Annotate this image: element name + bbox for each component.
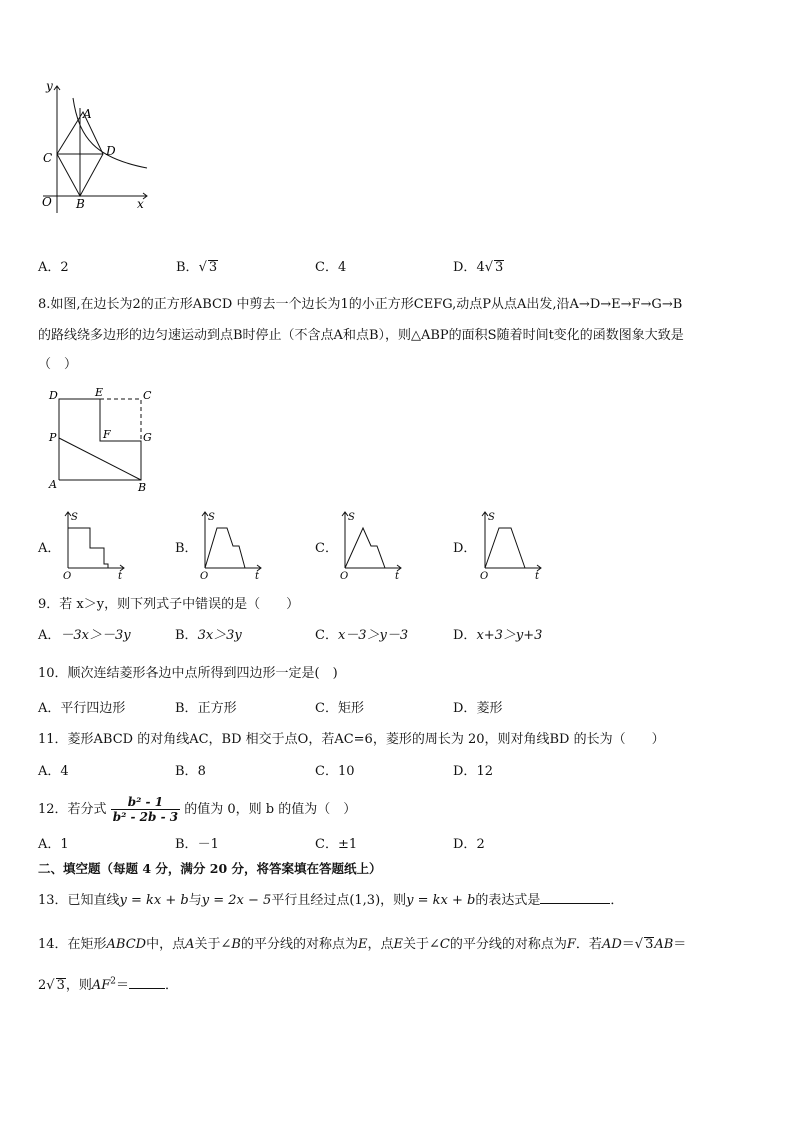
- q8-option-d-label[interactable]: D．: [453, 541, 477, 556]
- q8-option-d-graph[interactable]: [475, 506, 545, 584]
- q12-option-b[interactable]: B．－1: [175, 837, 219, 852]
- fraction-numerator: b² - 1: [111, 795, 180, 810]
- q8-option-c-graph[interactable]: [335, 506, 405, 584]
- t-axis-label: t: [255, 571, 260, 582]
- fraction-denominator: b² - 2b - 3: [112, 810, 179, 824]
- fraction: [111, 795, 180, 824]
- q13-stem: 13．已知直线y = kx + b与y = 2x − 5平行且经过点(1,3)，则y = kx + b的表达式是 ．: [38, 893, 624, 908]
- q14-line1: 14．在矩形ABCD中，点A关于∠B的平分线的对称点为E，点E关于∠C的平分线的对称点为F．若AD＝√ 3AB＝: [38, 937, 687, 952]
- q7-option-d[interactable]: D．4√ 3: [453, 260, 504, 275]
- q7-option-c[interactable]: C．4: [315, 260, 347, 275]
- origin-label: O: [340, 571, 349, 582]
- q8-line1: 8.如图,在边长为2的正方形ABCD 中剪去一个边长为1的小正方形CEFG,动点P从点A出发,沿A→D→E→F→G→B: [38, 297, 683, 312]
- t-axis-label: t: [118, 571, 123, 582]
- answer-blank[interactable]: [540, 903, 610, 904]
- q11-option-c[interactable]: C．10: [315, 764, 355, 779]
- q10-option-b[interactable]: B．正方形: [175, 701, 237, 716]
- fig8-a-label: A: [49, 478, 57, 491]
- s-axis-label: S: [71, 512, 78, 523]
- t-axis-label: t: [535, 571, 540, 582]
- q9-option-c[interactable]: C．x－3＞y－3: [315, 628, 409, 643]
- q10-stem: 10．顺次连结菱形各边中点所得到四边形一定是( ): [38, 666, 338, 681]
- answer-blank[interactable]: [129, 988, 165, 989]
- q12-stem: 12．若分式 $\frac{\text{b² - 1}}{\text{b² - 2b - 3}}$ 的值为 0，则 b 的值为（ ）: [38, 795, 357, 824]
- q9-stem: 9．若 x＞y，则下列式子中错误的是（ ）: [38, 597, 300, 612]
- q7-option-b[interactable]: B．√ 3: [176, 260, 218, 275]
- t-axis-label: t: [395, 571, 400, 582]
- q8-option-b-graph[interactable]: [195, 506, 265, 584]
- origin-label: O: [200, 571, 209, 582]
- origin-label: O: [42, 195, 52, 209]
- q8-line2: 的路线绕多边形的边匀速运动到点B时停止（不含点A和点B），则△ABP的面积S随着时间t变化的函数图象大致是: [38, 328, 684, 343]
- q14-line2: 2√ 3，则$AF^2=$ ．: [38, 976, 179, 993]
- point-b-label: B: [76, 197, 85, 211]
- q8-option-a-graph[interactable]: [58, 506, 128, 584]
- fig8-c-label: C: [143, 389, 152, 402]
- origin-label: O: [480, 571, 489, 582]
- q11-option-b[interactable]: B．8: [175, 764, 206, 779]
- s-axis-label: S: [488, 512, 495, 523]
- fig8-e-label: E: [95, 386, 104, 399]
- q11-option-d[interactable]: D．12: [453, 764, 493, 779]
- point-d-label: D: [106, 144, 116, 158]
- q8-figure: [45, 385, 160, 495]
- point-a-label: A: [83, 107, 92, 121]
- fig8-f-label: F: [103, 428, 111, 441]
- s-axis-label: S: [208, 512, 215, 523]
- q12-option-a[interactable]: A．1: [38, 837, 69, 852]
- s-axis-label: S: [348, 512, 355, 523]
- point-c-label: C: [43, 151, 53, 165]
- q8-option-c-label[interactable]: C．: [315, 541, 338, 556]
- q9-option-d[interactable]: D．x+3＞y+3: [453, 628, 543, 643]
- fig8-d-label: D: [49, 389, 58, 402]
- fig8-p-label: P: [49, 431, 57, 444]
- origin-label: O: [63, 571, 72, 582]
- q11-option-a[interactable]: A．4: [38, 764, 69, 779]
- q8-option-b-label[interactable]: B．: [175, 541, 198, 556]
- section-title: 二、填空题（每题 4 分，满分 20 分，将答案填在答题纸上）: [38, 861, 382, 876]
- q10-option-c[interactable]: C．矩形: [315, 701, 364, 716]
- q12-option-d[interactable]: D．2: [453, 837, 485, 852]
- q10-option-d[interactable]: D．菱形: [453, 701, 503, 716]
- axis-y-label: y: [46, 79, 53, 93]
- q10-option-a[interactable]: A．平行四边形: [38, 701, 126, 716]
- fig8-g-label: G: [143, 431, 152, 444]
- q8-line3: （ ）: [38, 357, 78, 372]
- q11-stem: 11．菱形ABCD 的对角线AC，BD 相交于点O，若AC=6，菱形的周长为 20，则对角线BD 的长为（ ）: [38, 732, 665, 747]
- q7-figure: [35, 78, 155, 218]
- q7-option-a[interactable]: A．2: [38, 260, 69, 275]
- axis-x-label: x: [137, 197, 144, 211]
- fig8-b-label: B: [138, 481, 147, 494]
- q9-option-a[interactable]: A．－3x＞－3y: [38, 628, 131, 643]
- q9-option-b[interactable]: B．3x＞3y: [175, 628, 242, 643]
- q8-option-a-label[interactable]: A．: [38, 541, 61, 556]
- q12-option-c[interactable]: C．±1: [315, 837, 358, 852]
